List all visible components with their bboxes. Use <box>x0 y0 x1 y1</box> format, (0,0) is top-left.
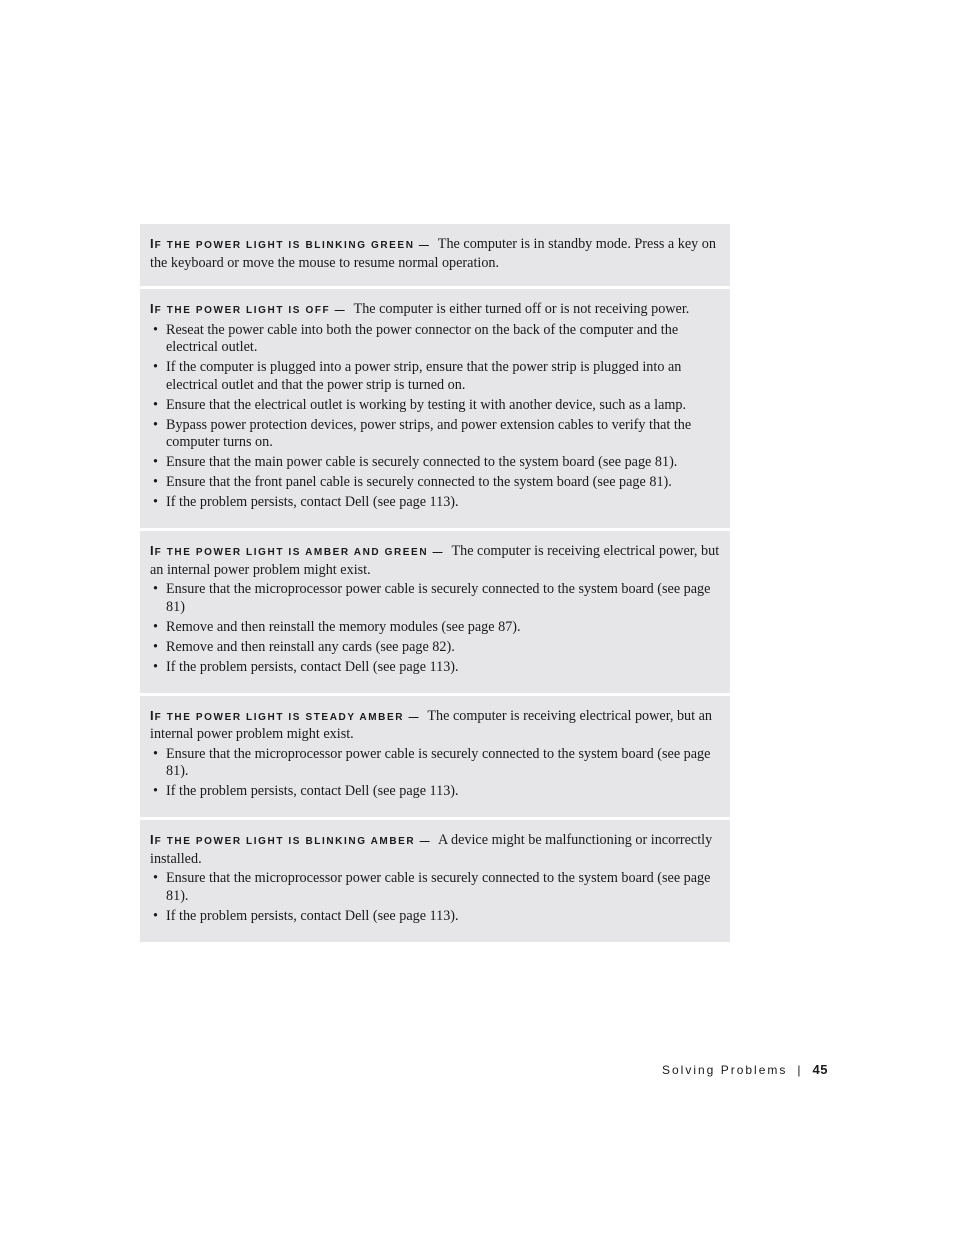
bullet-item <box>150 322 720 357</box>
bullet-dot-icon: • <box>153 494 158 510</box>
section-heading-rest: F THE POWER LIGHT IS STEADY AMBER — <box>154 711 421 723</box>
bullet-text: If the problem persists, contact Dell (see page 113). <box>166 494 459 510</box>
section-heading-initial: I <box>150 543 155 558</box>
bullet-dot-icon: • <box>153 581 158 597</box>
bullet-list <box>150 746 720 801</box>
section-block <box>140 224 730 286</box>
section-heading <box>150 543 445 558</box>
bullet-item <box>150 908 720 926</box>
bullet-text: Ensure that the front panel cable is securely connected to the system board (see page 81). <box>166 474 672 490</box>
bullet-item <box>150 581 720 616</box>
section-heading-initial: I <box>150 707 155 723</box>
bullet-dot-icon: • <box>153 359 158 375</box>
section-heading-rest: F THE POWER LIGHT IS OFF — <box>154 305 347 316</box>
page-number: 45 <box>812 1062 828 1077</box>
bullet-dot-icon: • <box>153 638 158 655</box>
section-description: The computer is receiving electrical power, but an internal power problem might exist. <box>150 707 713 742</box>
section-heading-rest: F THE POWER LIGHT IS BLINKING AMBER — <box>154 836 432 847</box>
section-heading-rest: F THE POWER LIGHT IS BLINKING GREEN — <box>154 240 431 251</box>
section-description: A device might be malfunctioning or incorrectly installed. <box>150 832 713 867</box>
bullet-item <box>150 659 720 677</box>
bullet-dot-icon: • <box>153 454 158 470</box>
section-heading <box>150 832 432 847</box>
section-block <box>140 696 730 818</box>
bullet-dot-icon: • <box>153 870 158 886</box>
section-paragraph <box>150 707 720 744</box>
section-paragraph <box>150 542 720 579</box>
bullet-dot-icon: • <box>153 907 158 924</box>
bullet-dot-icon: • <box>153 321 158 338</box>
footer-chapter-title: Solving Problems <box>662 1062 788 1077</box>
page-footer <box>662 1062 828 1077</box>
bullet-text: Reseat the power cable into both the power connector on the back of the computer and the electrical outlet. <box>166 321 679 355</box>
bullet-item <box>150 474 720 492</box>
section-paragraph <box>150 300 720 320</box>
section-heading-rest: F THE POWER LIGHT IS AMBER AND GREEN — <box>154 547 445 558</box>
bullet-text: Ensure that the electrical outlet is working by testing it with another device, such as a lamp. <box>166 396 687 413</box>
section-description: The computer is either turned off or is not receiving power. <box>353 301 690 317</box>
bullet-item <box>150 639 720 657</box>
bullet-item <box>150 619 720 637</box>
bullet-list <box>150 322 720 512</box>
bullet-item <box>150 454 720 472</box>
bullet-text: Ensure that the microprocessor power cable is securely connected to the system board (see page 81) <box>166 581 711 615</box>
bullet-item <box>150 783 720 801</box>
bullet-text: Remove and then reinstall the memory modules (see page 87). <box>166 618 521 635</box>
section-heading-initial: I <box>150 301 155 316</box>
bullet-dot-icon: • <box>153 416 158 433</box>
section-heading <box>150 301 347 316</box>
section-paragraph <box>150 831 720 868</box>
bullet-item <box>150 397 720 415</box>
section-heading-initial: I <box>150 236 155 251</box>
bullet-item <box>150 417 720 452</box>
bullet-item <box>150 746 720 781</box>
bullet-list <box>150 581 720 676</box>
section-heading-initial: I <box>150 832 155 847</box>
troubleshooting-sections <box>140 224 730 945</box>
bullet-item <box>150 870 720 905</box>
section-block <box>140 531 730 693</box>
section-block <box>140 820 730 942</box>
bullet-text: Bypass power protection devices, power strips, and power extension cables to verify that the computer turns on. <box>166 416 692 450</box>
bullet-dot-icon: • <box>153 618 158 635</box>
bullet-text: If the problem persists, contact Dell (see page 113). <box>166 907 459 924</box>
section-heading <box>150 236 431 251</box>
bullet-text: Remove and then reinstall any cards (see page 82). <box>166 638 455 655</box>
bullet-dot-icon: • <box>153 396 158 413</box>
section-heading <box>150 707 421 723</box>
bullet-dot-icon: • <box>153 474 158 490</box>
bullet-dot-icon: • <box>153 783 158 799</box>
bullet-item <box>150 359 720 394</box>
bullet-text: If the problem persists, contact Dell (see page 113). <box>166 783 459 799</box>
section-paragraph <box>150 235 720 272</box>
section-description: The computer is receiving electrical power, but an internal power problem might exist. <box>150 543 720 578</box>
footer-separator: | <box>797 1062 801 1077</box>
bullet-text: Ensure that the microprocessor power cable is securely connected to the system board (see page 81). <box>166 745 711 779</box>
bullet-item <box>150 494 720 512</box>
bullet-text: Ensure that the microprocessor power cable is securely connected to the system board (see page 81). <box>166 870 711 904</box>
bullet-text: If the problem persists, contact Dell (see page 113). <box>166 658 459 675</box>
bullet-list <box>150 870 720 925</box>
bullet-dot-icon: • <box>153 658 158 675</box>
section-description: The computer is in standby mode. Press a key on the keyboard or move the mouse to resume normal operation. <box>150 236 716 271</box>
section-block <box>140 289 730 528</box>
bullet-text: Ensure that the main power cable is securely connected to the system board (see page 81). <box>166 454 678 470</box>
bullet-dot-icon: • <box>153 745 158 762</box>
bullet-text: If the computer is plugged into a power strip, ensure that the power strip is plugged into an electrical outlet and that the power strip is turned on. <box>166 359 682 393</box>
